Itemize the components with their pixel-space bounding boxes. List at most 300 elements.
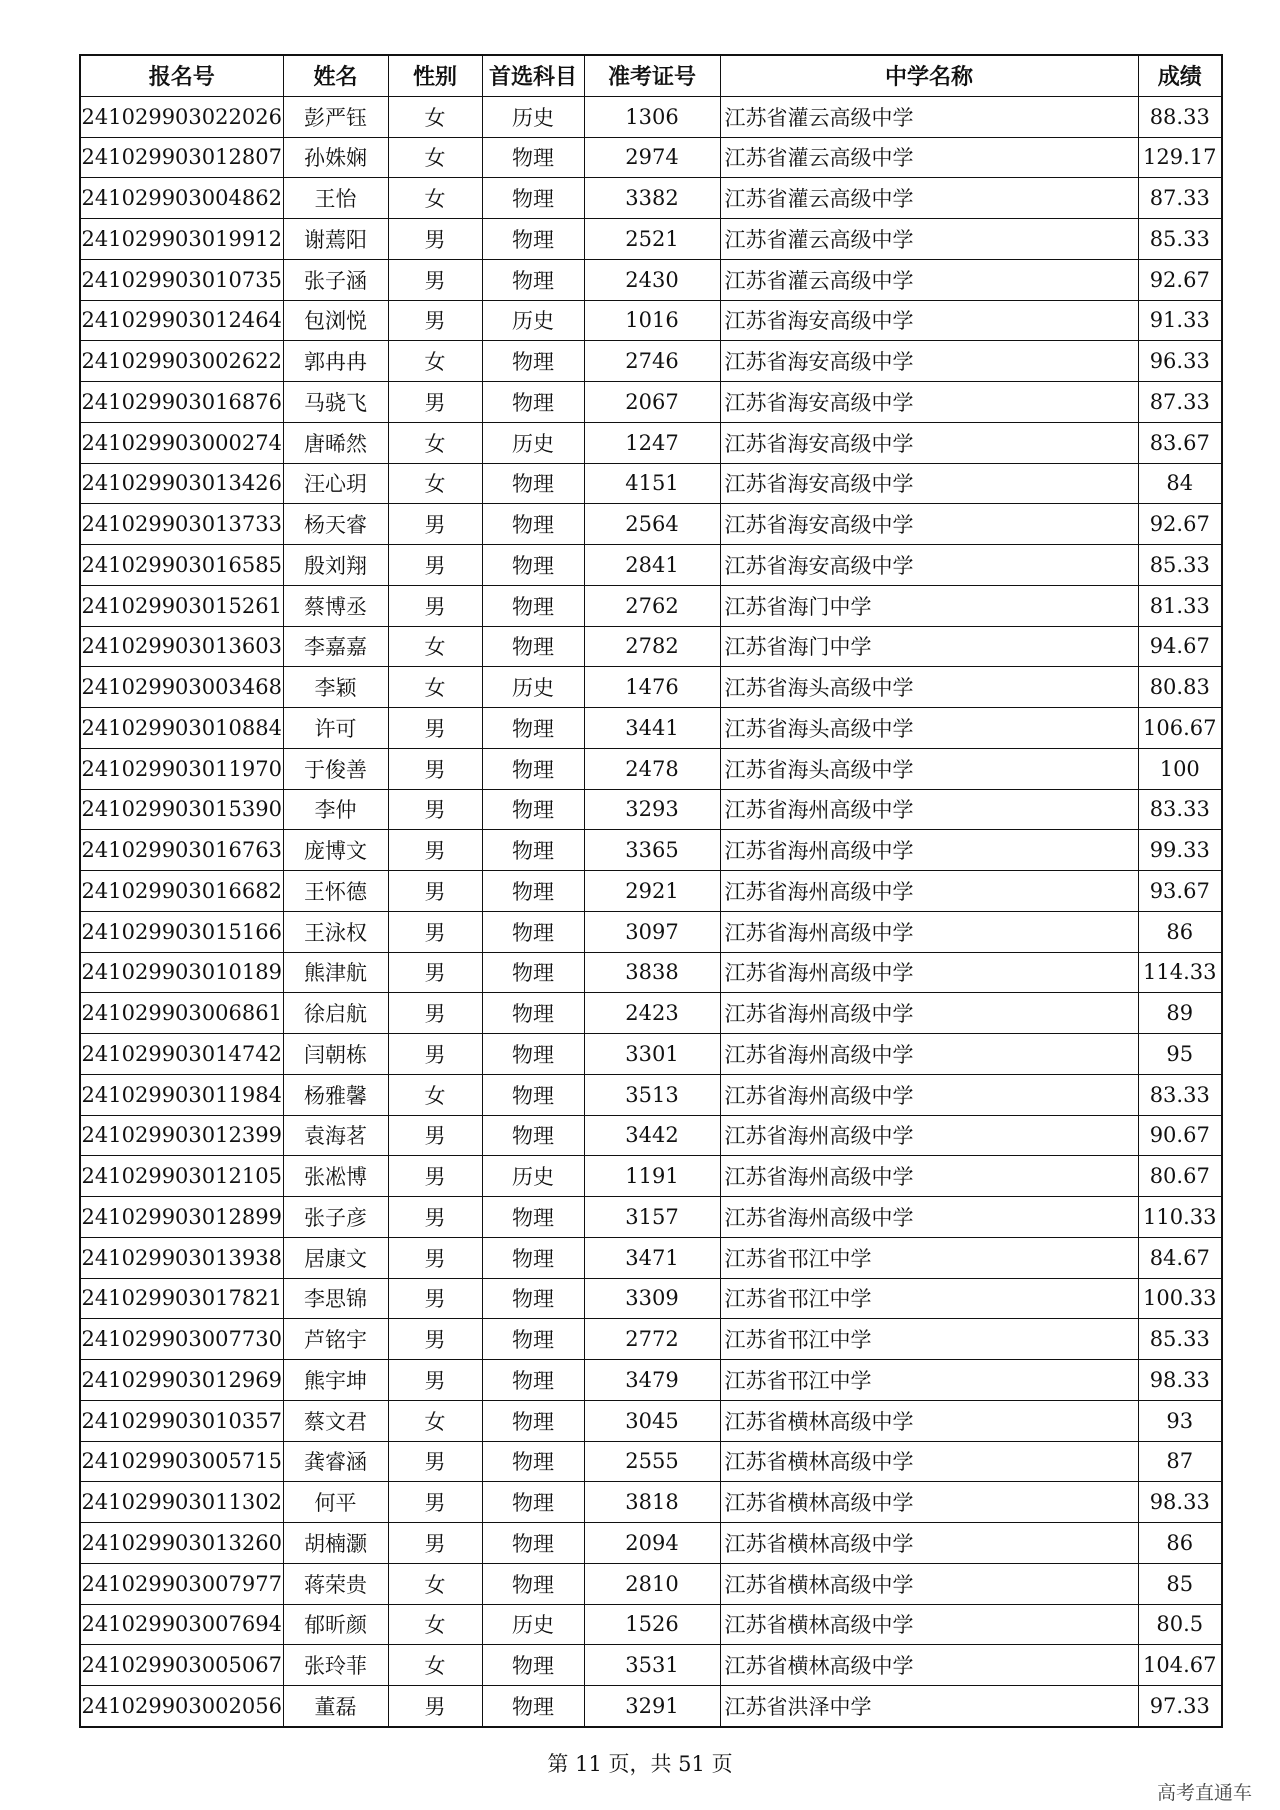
school-cell: 江苏省横林高级中学 bbox=[720, 1482, 1138, 1523]
school-cell: 江苏省灌云高级中学 bbox=[720, 259, 1138, 300]
subject-cell: 物理 bbox=[482, 911, 584, 952]
registration-number-cell: 241029903013426 bbox=[80, 463, 283, 504]
table-row bbox=[80, 1156, 1222, 1197]
score-cell: 86 bbox=[1138, 911, 1222, 952]
table-row bbox=[80, 504, 1222, 545]
subject-cell: 历史 bbox=[482, 422, 584, 463]
school-cell: 江苏省海安高级中学 bbox=[720, 382, 1138, 423]
school-cell: 江苏省海安高级中学 bbox=[720, 300, 1138, 341]
name-cell: 徐启航 bbox=[283, 993, 388, 1034]
table-row bbox=[80, 463, 1222, 504]
name-cell: 彭严钰 bbox=[283, 96, 388, 137]
registration-number-cell: 241029903010735 bbox=[80, 259, 283, 300]
school-cell: 江苏省海头高级中学 bbox=[720, 708, 1138, 749]
score-cell: 87 bbox=[1138, 1441, 1222, 1482]
score-cell: 81.33 bbox=[1138, 585, 1222, 626]
table-row bbox=[80, 1034, 1222, 1075]
gender-cell: 男 bbox=[388, 1319, 482, 1360]
exam-number-cell: 2746 bbox=[584, 341, 720, 382]
gender-cell: 男 bbox=[388, 219, 482, 260]
subject-cell: 物理 bbox=[482, 1523, 584, 1564]
header-school-name: 中学名称 bbox=[720, 55, 1138, 96]
school-cell: 江苏省横林高级中学 bbox=[720, 1563, 1138, 1604]
name-cell: 孙姝娴 bbox=[283, 137, 388, 178]
exam-number-cell: 2782 bbox=[584, 626, 720, 667]
table-row bbox=[80, 1645, 1222, 1686]
score-cell: 97.33 bbox=[1138, 1686, 1222, 1727]
subject-cell: 物理 bbox=[482, 871, 584, 912]
registration-number-cell: 241029903014742 bbox=[80, 1034, 283, 1075]
school-cell: 江苏省邗江中学 bbox=[720, 1237, 1138, 1278]
subject-cell: 物理 bbox=[482, 219, 584, 260]
table-row bbox=[80, 382, 1222, 423]
exam-number-cell: 1016 bbox=[584, 300, 720, 341]
gender-cell: 男 bbox=[388, 1237, 482, 1278]
registration-number-cell: 241029903007694 bbox=[80, 1604, 283, 1645]
name-cell: 郁昕颜 bbox=[283, 1604, 388, 1645]
subject-cell: 物理 bbox=[482, 1237, 584, 1278]
registration-number-cell: 241029903005715 bbox=[80, 1441, 283, 1482]
gender-cell: 男 bbox=[388, 748, 482, 789]
watermark-text: 高考直通车 bbox=[1156, 1782, 1252, 1804]
table-row bbox=[80, 137, 1222, 178]
table-row bbox=[80, 1441, 1222, 1482]
table-row bbox=[80, 1278, 1222, 1319]
gender-cell: 男 bbox=[388, 504, 482, 545]
exam-number-cell: 2521 bbox=[584, 219, 720, 260]
registration-number-cell: 241029903005067 bbox=[80, 1645, 283, 1686]
registration-number-cell: 241029903016585 bbox=[80, 545, 283, 586]
subject-cell: 物理 bbox=[482, 259, 584, 300]
registration-number-cell: 241029903012105 bbox=[80, 1156, 283, 1197]
registration-number-cell: 241029903012899 bbox=[80, 1197, 283, 1238]
name-cell: 居康文 bbox=[283, 1237, 388, 1278]
gender-cell: 女 bbox=[388, 1645, 482, 1686]
subject-cell: 物理 bbox=[482, 748, 584, 789]
table-row bbox=[80, 1074, 1222, 1115]
school-cell: 江苏省海安高级中学 bbox=[720, 463, 1138, 504]
registration-number-cell: 241029903012399 bbox=[80, 1115, 283, 1156]
gender-cell: 男 bbox=[388, 1115, 482, 1156]
subject-cell: 物理 bbox=[482, 993, 584, 1034]
school-cell: 江苏省海安高级中学 bbox=[720, 341, 1138, 382]
table-row bbox=[80, 259, 1222, 300]
school-cell: 江苏省灌云高级中学 bbox=[720, 219, 1138, 260]
registration-number-cell: 241029903000274 bbox=[80, 422, 283, 463]
subject-cell: 物理 bbox=[482, 952, 584, 993]
subject-cell: 物理 bbox=[482, 585, 584, 626]
header-primary-subject: 首选科目 bbox=[482, 55, 584, 96]
score-cell: 87.33 bbox=[1138, 178, 1222, 219]
school-cell: 江苏省邗江中学 bbox=[720, 1360, 1138, 1401]
gender-cell: 女 bbox=[388, 178, 482, 219]
score-cell: 93.67 bbox=[1138, 871, 1222, 912]
gender-cell: 女 bbox=[388, 1400, 482, 1441]
registration-number-cell: 241029903012807 bbox=[80, 137, 283, 178]
name-cell: 蔡博丞 bbox=[283, 585, 388, 626]
exam-number-cell: 2762 bbox=[584, 585, 720, 626]
name-cell: 李思锦 bbox=[283, 1278, 388, 1319]
subject-cell: 物理 bbox=[482, 1074, 584, 1115]
gender-cell: 女 bbox=[388, 626, 482, 667]
subject-cell: 物理 bbox=[482, 789, 584, 830]
exam-number-cell: 3301 bbox=[584, 1034, 720, 1075]
name-cell: 汪心玥 bbox=[283, 463, 388, 504]
gender-cell: 男 bbox=[388, 952, 482, 993]
subject-cell: 物理 bbox=[482, 1686, 584, 1727]
table-row bbox=[80, 300, 1222, 341]
gender-cell: 男 bbox=[388, 1482, 482, 1523]
exam-number-cell: 1191 bbox=[584, 1156, 720, 1197]
registration-number-cell: 241029903004862 bbox=[80, 178, 283, 219]
exam-number-cell: 2810 bbox=[584, 1563, 720, 1604]
registration-number-cell: 241029903019912 bbox=[80, 219, 283, 260]
table-row bbox=[80, 789, 1222, 830]
subject-cell: 物理 bbox=[482, 1360, 584, 1401]
gender-cell: 女 bbox=[388, 1074, 482, 1115]
name-cell: 熊津航 bbox=[283, 952, 388, 993]
subject-cell: 物理 bbox=[482, 1441, 584, 1482]
score-cell: 83.67 bbox=[1138, 422, 1222, 463]
name-cell: 何平 bbox=[283, 1482, 388, 1523]
school-cell: 江苏省海头高级中学 bbox=[720, 667, 1138, 708]
name-cell: 熊宇坤 bbox=[283, 1360, 388, 1401]
gender-cell: 男 bbox=[388, 1156, 482, 1197]
subject-cell: 物理 bbox=[482, 1115, 584, 1156]
registration-number-cell: 241029903007730 bbox=[80, 1319, 283, 1360]
score-cell: 87.33 bbox=[1138, 382, 1222, 423]
exam-number-cell: 2772 bbox=[584, 1319, 720, 1360]
exam-number-cell: 3157 bbox=[584, 1197, 720, 1238]
score-cell: 84.67 bbox=[1138, 1237, 1222, 1278]
exam-number-cell: 2094 bbox=[584, 1523, 720, 1564]
registration-number-cell: 241029903015166 bbox=[80, 911, 283, 952]
registration-number-cell: 241029903011970 bbox=[80, 748, 283, 789]
registration-number-cell: 241029903012969 bbox=[80, 1360, 283, 1401]
school-cell: 江苏省海门中学 bbox=[720, 626, 1138, 667]
table-header-row bbox=[80, 55, 1222, 96]
school-cell: 江苏省横林高级中学 bbox=[720, 1604, 1138, 1645]
gender-cell: 男 bbox=[388, 585, 482, 626]
registration-number-cell: 241029903015261 bbox=[80, 585, 283, 626]
subject-cell: 物理 bbox=[482, 382, 584, 423]
school-cell: 江苏省海州高级中学 bbox=[720, 830, 1138, 871]
name-cell: 张子涵 bbox=[283, 259, 388, 300]
exam-number-cell: 2430 bbox=[584, 259, 720, 300]
table-row bbox=[80, 1237, 1222, 1278]
header-score: 成绩 bbox=[1138, 55, 1222, 96]
score-cell: 99.33 bbox=[1138, 830, 1222, 871]
name-cell: 唐晞然 bbox=[283, 422, 388, 463]
gender-cell: 男 bbox=[388, 1441, 482, 1482]
exam-number-cell: 3442 bbox=[584, 1115, 720, 1156]
school-cell: 江苏省海安高级中学 bbox=[720, 504, 1138, 545]
header-exam-ticket-number: 准考证号 bbox=[584, 55, 720, 96]
table-row bbox=[80, 871, 1222, 912]
name-cell: 马骁飞 bbox=[283, 382, 388, 423]
registration-number-cell: 241029903016876 bbox=[80, 382, 283, 423]
gender-cell: 男 bbox=[388, 830, 482, 871]
gender-cell: 男 bbox=[388, 871, 482, 912]
gender-cell: 男 bbox=[388, 1686, 482, 1727]
exam-number-cell: 2067 bbox=[584, 382, 720, 423]
exam-number-cell: 1247 bbox=[584, 422, 720, 463]
gender-cell: 男 bbox=[388, 1278, 482, 1319]
table-row bbox=[80, 748, 1222, 789]
gender-cell: 男 bbox=[388, 911, 482, 952]
table-row bbox=[80, 952, 1222, 993]
table-row bbox=[80, 1686, 1222, 1727]
table-row bbox=[80, 1115, 1222, 1156]
gender-cell: 女 bbox=[388, 1604, 482, 1645]
exam-number-cell: 3309 bbox=[584, 1278, 720, 1319]
subject-cell: 历史 bbox=[482, 1604, 584, 1645]
gender-cell: 男 bbox=[388, 300, 482, 341]
name-cell: 殷刘翔 bbox=[283, 545, 388, 586]
score-cell: 80.5 bbox=[1138, 1604, 1222, 1645]
exam-number-cell: 3365 bbox=[584, 830, 720, 871]
table-row bbox=[80, 1523, 1222, 1564]
school-cell: 江苏省海州高级中学 bbox=[720, 789, 1138, 830]
subject-cell: 物理 bbox=[482, 178, 584, 219]
score-cell: 83.33 bbox=[1138, 789, 1222, 830]
subject-cell: 物理 bbox=[482, 504, 584, 545]
school-cell: 江苏省横林高级中学 bbox=[720, 1523, 1138, 1564]
exam-number-cell: 3293 bbox=[584, 789, 720, 830]
school-cell: 江苏省海门中学 bbox=[720, 585, 1138, 626]
table-row bbox=[80, 667, 1222, 708]
score-cell: 98.33 bbox=[1138, 1360, 1222, 1401]
registration-number-cell: 241029903022026 bbox=[80, 96, 283, 137]
registration-number-cell: 241029903007977 bbox=[80, 1563, 283, 1604]
exam-number-cell: 2974 bbox=[584, 137, 720, 178]
score-cell: 85.33 bbox=[1138, 1319, 1222, 1360]
registration-number-cell: 241029903013733 bbox=[80, 504, 283, 545]
registration-number-cell: 241029903013603 bbox=[80, 626, 283, 667]
page-number: 第 11 页，共 51 页 bbox=[547, 1752, 733, 1776]
school-cell: 江苏省海州高级中学 bbox=[720, 1034, 1138, 1075]
table-row bbox=[80, 1482, 1222, 1523]
exam-number-cell: 3441 bbox=[584, 708, 720, 749]
registration-number-cell: 241029903003468 bbox=[80, 667, 283, 708]
exam-number-cell: 2478 bbox=[584, 748, 720, 789]
score-cell: 100.33 bbox=[1138, 1278, 1222, 1319]
score-cell: 92.67 bbox=[1138, 504, 1222, 545]
exam-number-cell: 3291 bbox=[584, 1686, 720, 1727]
subject-cell: 物理 bbox=[482, 341, 584, 382]
gender-cell: 男 bbox=[388, 1360, 482, 1401]
subject-cell: 物理 bbox=[482, 463, 584, 504]
subject-cell: 物理 bbox=[482, 1278, 584, 1319]
score-cell: 95 bbox=[1138, 1034, 1222, 1075]
registration-number-cell: 241029903013938 bbox=[80, 1237, 283, 1278]
registration-number-cell: 241029903002622 bbox=[80, 341, 283, 382]
subject-cell: 历史 bbox=[482, 300, 584, 341]
table-row bbox=[80, 1604, 1222, 1645]
gender-cell: 男 bbox=[388, 1034, 482, 1075]
gender-cell: 男 bbox=[388, 1523, 482, 1564]
name-cell: 龚睿涵 bbox=[283, 1441, 388, 1482]
gender-cell: 女 bbox=[388, 463, 482, 504]
exam-number-cell: 3513 bbox=[584, 1074, 720, 1115]
table-row bbox=[80, 626, 1222, 667]
name-cell: 蒋荣贵 bbox=[283, 1563, 388, 1604]
school-cell: 江苏省灌云高级中学 bbox=[720, 96, 1138, 137]
score-cell: 96.33 bbox=[1138, 341, 1222, 382]
gender-cell: 女 bbox=[388, 96, 482, 137]
exam-number-cell: 2555 bbox=[584, 1441, 720, 1482]
gender-cell: 女 bbox=[388, 341, 482, 382]
name-cell: 张子彦 bbox=[283, 1197, 388, 1238]
school-cell: 江苏省邗江中学 bbox=[720, 1278, 1138, 1319]
table-row bbox=[80, 708, 1222, 749]
registration-number-cell: 241029903013260 bbox=[80, 1523, 283, 1564]
name-cell: 杨天睿 bbox=[283, 504, 388, 545]
school-cell: 江苏省灌云高级中学 bbox=[720, 137, 1138, 178]
name-cell: 袁海茗 bbox=[283, 1115, 388, 1156]
subject-cell: 历史 bbox=[482, 1156, 584, 1197]
score-cell: 83.33 bbox=[1138, 1074, 1222, 1115]
exam-number-cell: 2841 bbox=[584, 545, 720, 586]
subject-cell: 物理 bbox=[482, 1319, 584, 1360]
score-cell: 110.33 bbox=[1138, 1197, 1222, 1238]
name-cell: 张凇博 bbox=[283, 1156, 388, 1197]
school-cell: 江苏省海州高级中学 bbox=[720, 911, 1138, 952]
school-cell: 江苏省海州高级中学 bbox=[720, 1156, 1138, 1197]
name-cell: 王怀德 bbox=[283, 871, 388, 912]
candidate-table bbox=[79, 54, 1223, 1728]
registration-number-cell: 241029903016682 bbox=[80, 871, 283, 912]
name-cell: 芦铭宇 bbox=[283, 1319, 388, 1360]
school-cell: 江苏省邗江中学 bbox=[720, 1319, 1138, 1360]
exam-number-cell: 3045 bbox=[584, 1400, 720, 1441]
school-cell: 江苏省横林高级中学 bbox=[720, 1400, 1138, 1441]
exam-number-cell: 3471 bbox=[584, 1237, 720, 1278]
name-cell: 郭冉冉 bbox=[283, 341, 388, 382]
subject-cell: 物理 bbox=[482, 1482, 584, 1523]
gender-cell: 女 bbox=[388, 137, 482, 178]
score-cell: 85.33 bbox=[1138, 545, 1222, 586]
school-cell: 江苏省横林高级中学 bbox=[720, 1441, 1138, 1482]
school-cell: 江苏省海州高级中学 bbox=[720, 993, 1138, 1034]
school-cell: 江苏省海州高级中学 bbox=[720, 871, 1138, 912]
gender-cell: 男 bbox=[388, 259, 482, 300]
score-cell: 86 bbox=[1138, 1523, 1222, 1564]
score-cell: 129.17 bbox=[1138, 137, 1222, 178]
exam-number-cell: 3531 bbox=[584, 1645, 720, 1686]
registration-number-cell: 241029903015390 bbox=[80, 789, 283, 830]
table-body bbox=[80, 96, 1222, 1727]
school-cell: 江苏省海头高级中学 bbox=[720, 748, 1138, 789]
name-cell: 许可 bbox=[283, 708, 388, 749]
table-row bbox=[80, 993, 1222, 1034]
table-row bbox=[80, 219, 1222, 260]
school-cell: 江苏省海安高级中学 bbox=[720, 422, 1138, 463]
header-name: 姓名 bbox=[283, 55, 388, 96]
table-row bbox=[80, 422, 1222, 463]
gender-cell: 男 bbox=[388, 789, 482, 830]
table-row bbox=[80, 1197, 1222, 1238]
subject-cell: 物理 bbox=[482, 626, 584, 667]
name-cell: 杨雅馨 bbox=[283, 1074, 388, 1115]
registration-number-cell: 241029903012464 bbox=[80, 300, 283, 341]
exam-number-cell: 3097 bbox=[584, 911, 720, 952]
table-row bbox=[80, 911, 1222, 952]
table-row bbox=[80, 1360, 1222, 1401]
gender-cell: 女 bbox=[388, 667, 482, 708]
school-cell: 江苏省海州高级中学 bbox=[720, 1074, 1138, 1115]
score-cell: 98.33 bbox=[1138, 1482, 1222, 1523]
name-cell: 闫朝栋 bbox=[283, 1034, 388, 1075]
subject-cell: 历史 bbox=[482, 96, 584, 137]
subject-cell: 物理 bbox=[482, 708, 584, 749]
table-row bbox=[80, 545, 1222, 586]
exam-number-cell: 1526 bbox=[584, 1604, 720, 1645]
table-row bbox=[80, 1319, 1222, 1360]
registration-number-cell: 241029903011984 bbox=[80, 1074, 283, 1115]
subject-cell: 物理 bbox=[482, 1563, 584, 1604]
subject-cell: 历史 bbox=[482, 667, 584, 708]
name-cell: 蔡文君 bbox=[283, 1400, 388, 1441]
name-cell: 谢蔫阳 bbox=[283, 219, 388, 260]
score-cell: 89 bbox=[1138, 993, 1222, 1034]
exam-number-cell: 2564 bbox=[584, 504, 720, 545]
table-row bbox=[80, 830, 1222, 871]
subject-cell: 物理 bbox=[482, 1197, 584, 1238]
score-cell: 104.67 bbox=[1138, 1645, 1222, 1686]
school-cell: 江苏省洪泽中学 bbox=[720, 1686, 1138, 1727]
school-cell: 江苏省海州高级中学 bbox=[720, 1197, 1138, 1238]
gender-cell: 男 bbox=[388, 1197, 482, 1238]
score-cell: 88.33 bbox=[1138, 96, 1222, 137]
gender-cell: 男 bbox=[388, 382, 482, 423]
score-cell: 92.67 bbox=[1138, 259, 1222, 300]
name-cell: 王泳权 bbox=[283, 911, 388, 952]
subject-cell: 物理 bbox=[482, 545, 584, 586]
score-cell: 85.33 bbox=[1138, 219, 1222, 260]
school-cell: 江苏省海州高级中学 bbox=[720, 1115, 1138, 1156]
name-cell: 张玲菲 bbox=[283, 1645, 388, 1686]
table-row bbox=[80, 96, 1222, 137]
school-cell: 江苏省海安高级中学 bbox=[720, 545, 1138, 586]
name-cell: 王怡 bbox=[283, 178, 388, 219]
score-cell: 90.67 bbox=[1138, 1115, 1222, 1156]
subject-cell: 物理 bbox=[482, 1645, 584, 1686]
score-cell: 106.67 bbox=[1138, 708, 1222, 749]
school-cell: 江苏省横林高级中学 bbox=[720, 1645, 1138, 1686]
table-row bbox=[80, 585, 1222, 626]
table-row bbox=[80, 1400, 1222, 1441]
score-cell: 100 bbox=[1138, 748, 1222, 789]
gender-cell: 男 bbox=[388, 993, 482, 1034]
gender-cell: 女 bbox=[388, 422, 482, 463]
subject-cell: 物理 bbox=[482, 1400, 584, 1441]
table-row bbox=[80, 178, 1222, 219]
name-cell: 胡楠灏 bbox=[283, 1523, 388, 1564]
exam-number-cell: 3818 bbox=[584, 1482, 720, 1523]
score-cell: 80.67 bbox=[1138, 1156, 1222, 1197]
header-registration-number: 报名号 bbox=[80, 55, 283, 96]
name-cell: 庞博文 bbox=[283, 830, 388, 871]
registration-number-cell: 241029903010189 bbox=[80, 952, 283, 993]
registration-number-cell: 241029903006861 bbox=[80, 993, 283, 1034]
table-row bbox=[80, 341, 1222, 382]
exam-number-cell: 1306 bbox=[584, 96, 720, 137]
registration-number-cell: 241029903010357 bbox=[80, 1400, 283, 1441]
gender-cell: 女 bbox=[388, 1563, 482, 1604]
score-cell: 85 bbox=[1138, 1563, 1222, 1604]
subject-cell: 物理 bbox=[482, 137, 584, 178]
